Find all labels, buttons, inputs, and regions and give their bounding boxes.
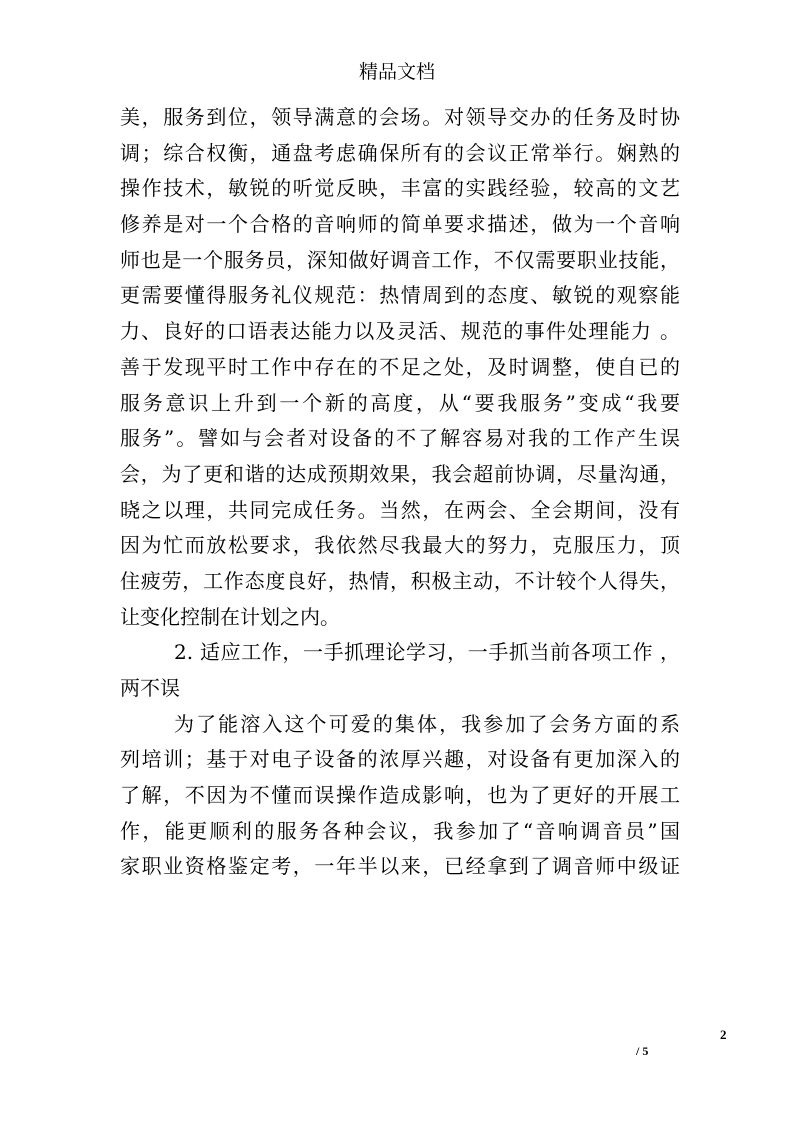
text-line: 列培训；基于对电子设备的浓厚兴趣，对设备有更加深入的 (120, 747, 680, 772)
document-header: 精品文档 (358, 61, 435, 83)
text-line: 善于发现平时工作中存在的不足之处，及时调整，使自已的 (120, 354, 680, 379)
text-line: 会，为了更和谐的达成预期效果，我会超前协调，尽量沟通， (120, 461, 680, 486)
text-line: 了解，不因为不懂而误操作造成影响，也为了更好的开展工 (120, 783, 680, 808)
text-line: 美，服务到位，领导满意的会场。对领导交办的任务及时协 (120, 105, 680, 129)
section-heading-continuation: 两不误 (120, 676, 180, 700)
page-total: / 5 (636, 1044, 649, 1058)
text-line: 晓之以理，共同完成任务。当然，在两会、全会期间，没有 (120, 497, 680, 522)
text-line: 住疲劳，工作态度良好，热情，积极主动，不计较个人得失， (120, 568, 680, 593)
text-line: 服务”。譬如与会者对设备的不了解容易对我的工作产生误 (120, 426, 680, 451)
text-line: 更需要懂得服务礼仪规范：热情周到的态度、敏锐的观察能 (120, 283, 680, 308)
text-line: 修养是对一个合格的音响师的简单要求描述，做为一个音响 (120, 212, 680, 237)
text-line: 调；综合权衡，通盘考虑确保所有的会议正常举行。娴熟的 (120, 140, 680, 165)
text-line: 师也是一个服务员，深知做好调音工作，不仅需要职业技能， (120, 247, 680, 272)
text-line: 操作技术，敏锐的听觉反映，丰富的实践经验，较高的文艺 (120, 176, 680, 201)
text-line: 为了能溶入这个可爱的集体，我参加了会务方面的系 (174, 711, 680, 736)
text-line: 服务意识上升到一个新的高度，从“要我服务”变成“我要 (120, 390, 680, 415)
text-line: 力、良好的口语表达能力以及灵活、规范的事件处理能力 。 (120, 319, 680, 344)
document-body (120, 100, 680, 885)
text-line: 让变化控制在计划之内。 (120, 604, 340, 629)
text-line: 作，能更顺利的服务各种会议，我参加了“音响调音员”国 (120, 818, 680, 843)
page-number: 2 (720, 1027, 727, 1042)
text-line: 家职业资格鉴定考，一年半以来，已经拿到了调音师中级证 (120, 854, 680, 879)
text-line: 因为忙而放松要求，我依然尽我最大的努力，克服压力，顶 (120, 533, 680, 558)
section-heading: 2. 适应工作，一手抓理论学习，一手抓当前各项工作 ， (174, 640, 680, 665)
